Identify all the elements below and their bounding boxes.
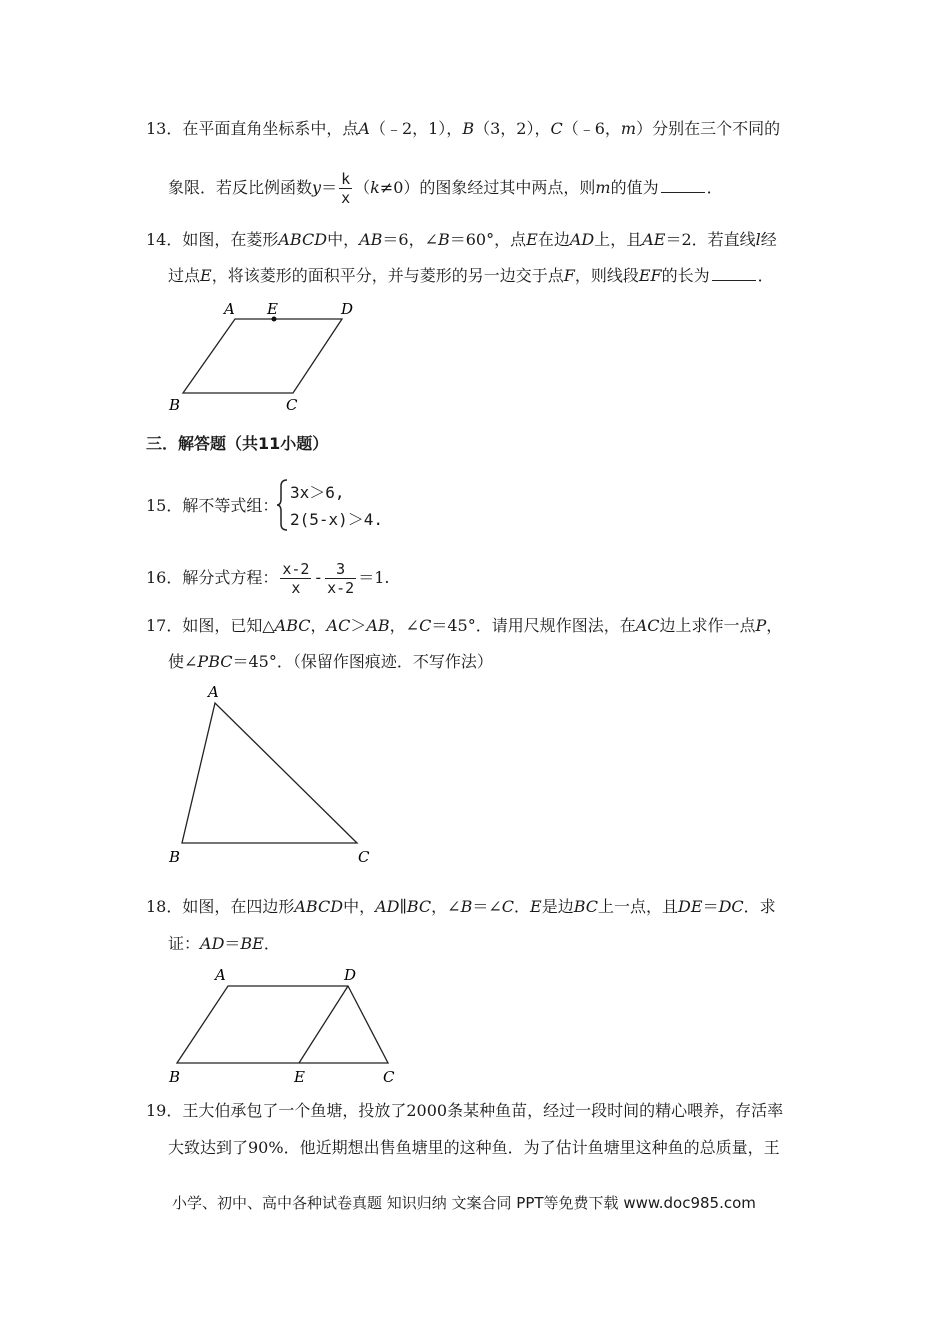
q13-text: 的值为 — [610, 178, 659, 197]
q14-text: 过点 — [168, 266, 201, 285]
q14-text: ，将该菱形的面积平分，并与菱形的另一边交于点 — [211, 266, 564, 285]
label-b: B — [169, 1068, 181, 1086]
q13-text: ≠0）的图象经过其中两点，则 — [379, 178, 596, 197]
answer-blank[interactable] — [712, 264, 756, 281]
label-c: C — [286, 396, 298, 414]
point-c: C — [550, 119, 563, 138]
var-m: m — [595, 178, 611, 197]
equals: ＝ — [321, 178, 338, 197]
q16-text: ＝1. — [358, 568, 390, 587]
q13-line1 — [146, 117, 780, 141]
q17-line2 — [168, 650, 493, 674]
q18-text: ＝∠ — [472, 897, 502, 916]
seg-be: BE — [240, 934, 264, 953]
q14-text: ． — [757, 266, 774, 285]
label-d: D — [344, 966, 357, 984]
q14-text: 的长为 — [661, 266, 710, 285]
inequality-1: 3x＞6, — [290, 483, 345, 502]
seg-ab: AB — [359, 230, 383, 249]
denominator: x-2 — [327, 579, 355, 597]
q14-rhombus-figure — [160, 296, 380, 420]
q14-text: 在边 — [537, 230, 570, 249]
section-title: 三．解答题（共11小题） — [146, 434, 329, 453]
q14-text: 经 — [760, 230, 777, 249]
denominator: x — [291, 579, 301, 597]
seg-ad: AD — [200, 934, 225, 953]
rhombus-shape — [183, 319, 342, 393]
seg-bc: BC — [406, 897, 432, 916]
parallel: ∥ — [399, 897, 407, 916]
seg-ef: EF — [638, 266, 662, 285]
coord-c: （﹣6， — [562, 119, 621, 138]
q14-text: 上，且 — [594, 230, 643, 249]
triangle-name: ABC — [274, 616, 311, 635]
q19-line2: 大致达到了90%．他近期想出售鱼塘里的这种鱼．为了估计鱼塘里这种鱼的总质量，王 — [168, 1138, 780, 1157]
angle-c: C — [501, 897, 515, 916]
q14-text: ＝2．若直线 — [665, 230, 756, 249]
q13-line2 — [168, 168, 723, 208]
q18-text: ． — [514, 897, 531, 916]
fraction-1 — [280, 560, 311, 597]
var-k: k — [370, 178, 380, 197]
q16-text: 16．解分式方程： — [146, 568, 279, 587]
q18-text: ＝ — [702, 897, 719, 916]
point-e: E — [200, 266, 212, 285]
label-e: E — [267, 300, 278, 318]
angle-pbc: PBC — [197, 652, 233, 671]
q17-line1 — [146, 614, 782, 638]
label-b: B — [169, 396, 181, 414]
q13-text: （ — [354, 178, 371, 197]
q17-text: ， — [310, 616, 327, 635]
q17-text: 使∠ — [168, 652, 198, 671]
quad-shape — [177, 986, 388, 1063]
q18-text: 上一点，且 — [598, 897, 679, 916]
label-d: D — [341, 300, 354, 318]
q18-quadrilateral-figure — [160, 962, 410, 1088]
inequality-2: 2(5-x)＞4. — [290, 510, 384, 529]
q17-text: ，∠ — [389, 616, 420, 635]
label-c: C — [358, 848, 370, 866]
q19-line1: 19．王大伯承包了一个鱼塘，投放了2000条某种鱼苗，经过一段时间的精心喂养，存活率 — [146, 1101, 784, 1120]
point-p: P — [755, 616, 767, 635]
q14-text: ＝6，∠ — [382, 230, 438, 249]
q18-text: ，∠ — [431, 897, 461, 916]
label-e: E — [294, 1068, 305, 1086]
point-f: F — [563, 266, 575, 285]
seg-ad: AD — [375, 897, 400, 916]
q16-line — [146, 558, 389, 598]
q18-text: 中， — [343, 897, 376, 916]
q17-triangle-figure — [160, 680, 380, 870]
point-e: E — [526, 230, 538, 249]
fraction-2 — [325, 560, 356, 597]
seg-ac: AC — [326, 616, 351, 635]
denominator: x — [341, 189, 351, 207]
numerator: x-2 — [282, 560, 310, 578]
line-l: l — [755, 230, 761, 249]
triangle-shape — [182, 703, 357, 843]
label-a: A — [208, 683, 219, 701]
q13-text: 13．在平面直角坐标系中，点 — [146, 119, 359, 138]
q14-text: ，则线段 — [574, 266, 639, 285]
seg-bc: BC — [573, 897, 599, 916]
point-e: E — [530, 897, 542, 916]
seg-ab: AB — [366, 616, 390, 635]
q13-text: ． — [706, 178, 723, 197]
q13-text: ）分别在三个不同的 — [636, 119, 781, 138]
rhombus-name: ABCD — [278, 230, 328, 249]
q14-line1 — [146, 228, 777, 252]
q17-text: 17．如图，已知△ — [146, 616, 275, 635]
q18-line1 — [146, 895, 776, 919]
q18-text: 是边 — [541, 897, 574, 916]
seg-de: DE — [678, 897, 703, 916]
label-c: C — [383, 1068, 395, 1086]
seg-dc: DC — [718, 897, 744, 916]
q18-text: 证： — [168, 934, 201, 953]
q18-line2 — [168, 932, 280, 956]
segment-de — [299, 986, 348, 1063]
point-b: B — [462, 119, 475, 138]
angle-c: C — [419, 616, 432, 635]
q18-text: 18．如图，在四边形 — [146, 897, 295, 916]
quad-name: ABCD — [294, 897, 344, 916]
numerator: k — [341, 170, 351, 188]
var-y: y — [312, 178, 322, 197]
seg-ac: AC — [635, 616, 660, 635]
q14-line2 — [168, 264, 774, 288]
label-a: A — [224, 300, 235, 318]
q13-text: 象限．若反比例函数 — [168, 178, 313, 197]
angle-b: B — [437, 230, 450, 249]
point-a: A — [358, 119, 370, 138]
q18-text: ＝ — [224, 934, 241, 953]
footer-text: 小学、初中、高中各种试卷真题 知识归纳 文案合同 PPT等免费下载 www.doc985.com — [172, 1194, 756, 1212]
var-m: m — [620, 119, 637, 138]
gt: ＞ — [350, 616, 367, 635]
q14-text: ＝60°，点 — [449, 230, 527, 249]
angle-b: B — [460, 897, 473, 916]
numerator: 3 — [325, 560, 356, 579]
answer-blank[interactable] — [661, 176, 705, 193]
q18-text: ． — [263, 934, 280, 953]
q15-label: 15．解不等式组： — [146, 496, 279, 515]
coord-a: （﹣2，1）， — [369, 119, 463, 138]
q17-text: ＝45°．（保留作图痕迹．不写作法） — [232, 652, 493, 671]
q18-text: ．求 — [743, 897, 776, 916]
seg-ad: AD — [569, 230, 595, 249]
fraction-k-over-x — [339, 170, 352, 207]
q17-text: ， — [766, 616, 783, 635]
label-a: A — [215, 966, 226, 984]
label-b: B — [169, 848, 181, 866]
coord-b: （3，2）， — [474, 119, 551, 138]
left-brace — [276, 478, 290, 532]
q17-text: 边上求作一点 — [659, 616, 756, 635]
q14-text: 14．如图，在菱形 — [146, 230, 279, 249]
minus: - — [313, 568, 324, 587]
q14-text: 中， — [327, 230, 360, 249]
seg-ae: AE — [642, 230, 666, 249]
q17-text: ＝45°．请用尺规作图法，在 — [431, 616, 636, 635]
